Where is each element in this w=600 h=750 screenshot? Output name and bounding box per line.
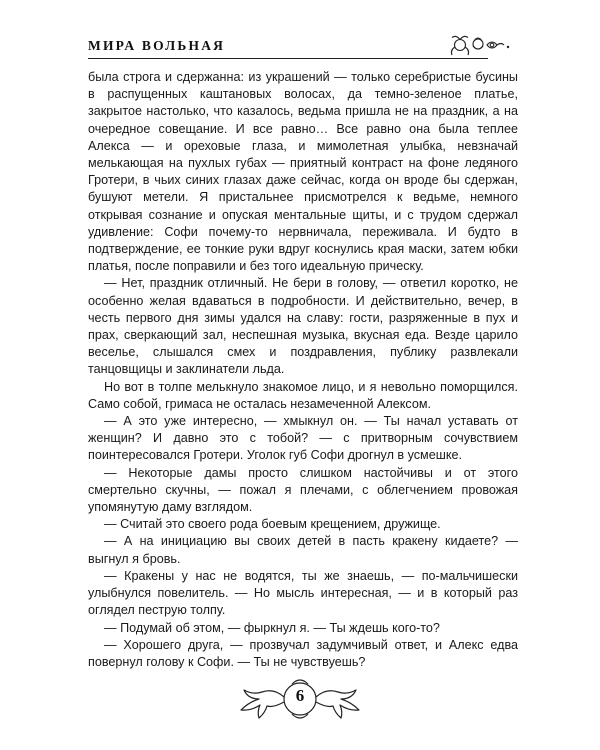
running-header <box>88 32 518 62</box>
header-rule <box>88 58 488 59</box>
paragraph: — А это уже интересно, — хмыкнул он. — Ты начал уставать от женщин? И давно это с тобой? — с притворным сочувствием поинтересовался Гротери. Уголок губ Софи дрогнул в усмешке. <box>88 414 518 463</box>
page-number: 6 <box>295 686 305 705</box>
paragraph: Но вот в толпе мелькнуло знакомое лицо, и я невольно поморщился. Само собой, гримаса не осталась незамеченной Алексом. <box>88 379 518 411</box>
paragraph: — Хорошего друга, — прозвучал задумчивый ответ, и Алекс едва повернул голову к Софи. — Ты не чувствуешь? <box>88 637 518 669</box>
floral-ornament-icon <box>448 32 512 58</box>
paragraph: — Считай это своего рода боевым крещением, дружище. <box>104 517 441 532</box>
paragraph: — Некоторые дамы просто слишком настойчивы и от этого смертельно скучны, — пожал я плечами, с облегчением провожая упомянутую даму взглядом. <box>88 465 518 515</box>
paragraph: — А на инициацию вы своих детей в пасть кракену кидаете? — выгнул я бровь. <box>88 534 518 566</box>
paragraph: — Подумай об этом, — фыркнул я. — Ты ждешь кого-то? <box>104 620 440 635</box>
paragraph: была строга и сдержанна: из украшений — только серебристые бусины в распущенных каштановых волосах, да темно-зеленое платье, закрытое настолько, что казалось, ведьма пришла не на праздник, а на очередное совещание. И все равно… Все равно она была теплее Алекса — и ореховые глаза, и мимолетная улыбка, невзначай мелькающая на пухлых губах — приятный контраст на фоне ледяного Гротери, в чьих синих глазах даже сейчас, когда он вроде бы сдержан, бушуют метели. Я пристальнее присмотрелся к ведьме, немного открывая сознание и опуская ментальные щиты, и с трудом сдержал удивление: Софи почему-то нервничала, переживала. И будто в подтверждение, ее тонкие руки вдруг коснулись края маски, затем юбки платья, после поправили и без того идеальную прическу. <box>88 70 518 274</box>
paragraph: — Нет, праздник отличный. Не бери в голову, — ответил коротко, не особенно желая вдаваться в подробности. И действительно, вечер, в честь первого дня зимы удался на славу: гости, разряженные в пух и прах, сверкающий зал, неспешная музыка, вкусная еда. Везде царило веселье, слышался смех и поздравления, публику развлекали танцовщицы и заклинатели льда. <box>88 276 518 377</box>
paragraph: — Кракены у нас не водятся, ты же знаешь, — по-мальчишески улыбнулся повелитель. — Но мысль интересная, — и в который раз оглядел пеструю толпу. <box>88 568 518 618</box>
body-text <box>88 69 518 671</box>
author-name: МИРА ВОЛЬНАЯ <box>88 38 226 53</box>
